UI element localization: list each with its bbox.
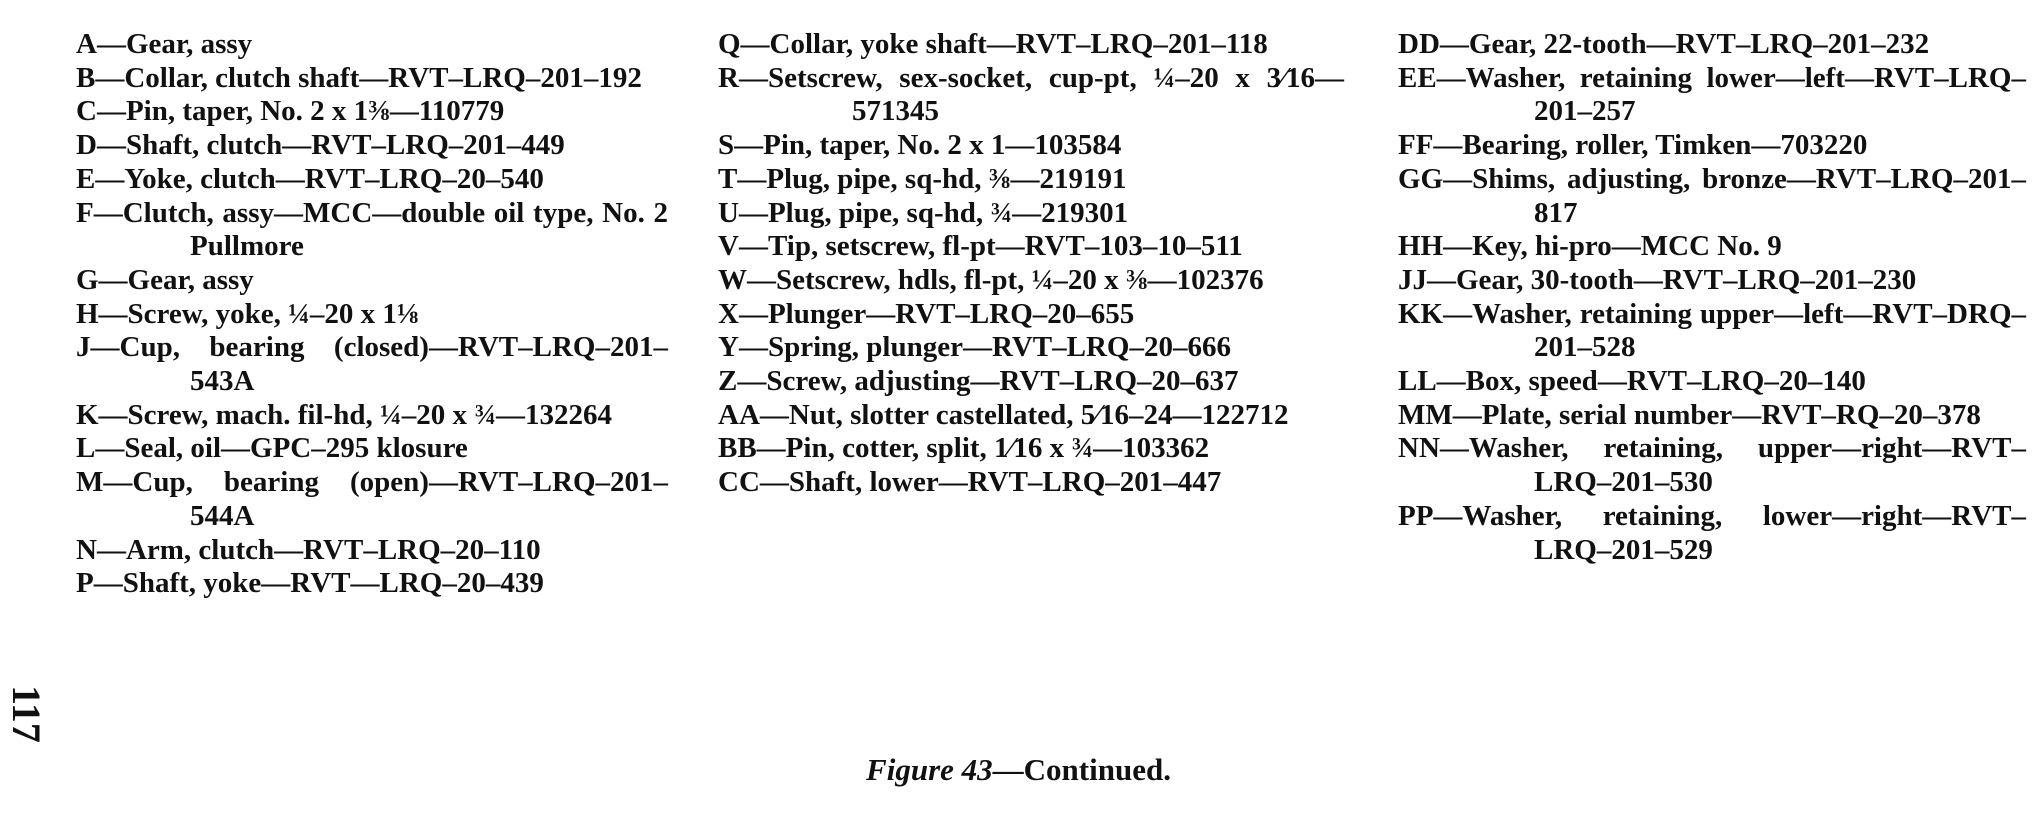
parts-list-item: [1398, 500, 2026, 567]
parts-list-item: [718, 466, 1344, 500]
parts-list-item-text: K—Screw, mach. fil-hd, ¼–20 x ¾—132264: [76, 398, 612, 431]
parts-list-item-text: P—Shaft, yoke—RVT—LRQ–20–439: [76, 567, 544, 600]
parts-list-item: [1398, 264, 2026, 298]
parts-list-column-1: [76, 28, 668, 601]
parts-list-item-text: CC—Shaft, lower—RVT–LRQ–201–447: [718, 466, 1222, 499]
parts-list-item: [718, 365, 1344, 399]
parts-list-item: [76, 129, 668, 163]
page-number: 117: [4, 685, 49, 743]
parts-list-item-text: PP—Washer, retaining, lower—right—RVT–LRQ–201–529: [1398, 499, 2026, 566]
figure-caption-label: Figure 43: [866, 752, 993, 787]
parts-list-item: [76, 197, 668, 264]
parts-list-item-text: LL—Box, speed—RVT–LRQ–20–140: [1398, 365, 1866, 398]
parts-list-item-text: NN—Washer, retaining, upper—right—RVT–LRQ–201–530: [1398, 432, 2026, 499]
parts-list-item-text: E—Yoke, clutch—RVT–LRQ–20–540: [76, 162, 544, 195]
parts-list-item: [1398, 230, 2026, 264]
parts-list-item: [718, 129, 1344, 163]
parts-list-item: [718, 264, 1344, 298]
parts-list-item: [76, 466, 668, 533]
parts-list-item-text: HH—Key, hi-pro—MCC No. 9: [1398, 230, 1782, 263]
parts-list-column-3: [1398, 28, 2026, 567]
parts-list-item-text: R—Setscrew, sex-socket, cup-pt, ¼–20 x 3⁄16—571345: [718, 61, 1344, 128]
parts-list-item-text: X—Plunger—RVT–LRQ–20–655: [718, 297, 1135, 330]
parts-list-item-text: L—Seal, oil—GPC–295 klosure: [76, 432, 468, 465]
parts-list-item: [718, 298, 1344, 332]
parts-list-item: [76, 264, 668, 298]
parts-list-item-text: N—Arm, clutch—RVT–LRQ–20–110: [76, 533, 541, 566]
parts-list-item-text: JJ—Gear, 30-tooth—RVT–LRQ–201–230: [1398, 263, 1917, 296]
parts-list-item-text: B—Collar, clutch shaft—RVT–LRQ–201–192: [76, 61, 642, 94]
parts-list-item-text: GG—Shims, adjusting, bronze—RVT–LRQ–201–817: [1398, 162, 2026, 229]
parts-list-item: [76, 95, 668, 129]
parts-list-item-text: H—Screw, yoke, ¼–20 x 1⅛: [76, 297, 419, 330]
parts-list-item: [1398, 399, 2026, 433]
parts-list-item: [718, 62, 1344, 129]
parts-list-item: [1398, 298, 2026, 365]
parts-list-item-text: BB—Pin, cotter, split, 1⁄16 x ¾—103362: [718, 432, 1210, 465]
parts-list-item-text: AA—Nut, slotter castellated, 5⁄16–24—122712: [718, 398, 1289, 431]
parts-list-item-text: W—Setscrew, hdls, fl-pt, ¼–20 x ⅜—102376: [718, 263, 1264, 296]
parts-list-item: [718, 432, 1344, 466]
parts-list-item-text: V—Tip, setscrew, fl-pt—RVT–103–10–511: [718, 230, 1243, 263]
parts-list-item: [76, 298, 668, 332]
parts-list-item: [718, 230, 1344, 264]
parts-list-item: [1398, 163, 2026, 230]
parts-list-item-text: DD—Gear, 22-tooth—RVT–LRQ–201–232: [1398, 28, 1930, 60]
parts-list-item: [718, 163, 1344, 197]
parts-list-item: [1398, 129, 2026, 163]
parts-list-item-text: G—Gear, assy: [76, 263, 254, 296]
parts-list-item-text: J—Cup, bearing (closed)—RVT–LRQ–201–543A: [76, 331, 668, 398]
parts-list-item-text: C—Pin, taper, No. 2 x 1⅜—110779: [76, 95, 505, 128]
figure-caption: [0, 752, 2037, 788]
parts-list-item: [718, 399, 1344, 433]
parts-list-item-text: A—Gear, assy: [76, 28, 253, 60]
parts-list-item-text: KK—Washer, retaining upper—left—RVT–DRQ–201–528: [1398, 297, 2026, 364]
parts-list-item-text: MM—Plate, serial number—RVT–RQ–20–378: [1398, 398, 1981, 431]
parts-list-item: [718, 331, 1344, 365]
parts-list-item: [76, 331, 668, 398]
parts-list-item-text: EE—Washer, retaining lower—left—RVT–LRQ–201–257: [1398, 61, 2026, 128]
parts-list-column-2: [718, 28, 1344, 500]
parts-list-item-text: U—Plug, pipe, sq-hd, ¾—219301: [718, 196, 1129, 229]
parts-list-item: [76, 28, 668, 62]
parts-list-item-text: D—Shaft, clutch—RVT–LRQ–201–449: [76, 129, 565, 162]
parts-list-item: [1398, 432, 2026, 499]
parts-list-item: [76, 432, 668, 466]
parts-list-item-text: Z—Screw, adjusting—RVT–LRQ–20–637: [718, 365, 1239, 398]
parts-list-item: [1398, 28, 2026, 62]
parts-list-item: [1398, 62, 2026, 129]
parts-list-item: [76, 62, 668, 96]
parts-list-item: [76, 567, 668, 601]
parts-list-item-text: Q—Collar, yoke shaft—RVT–LRQ–201–118: [718, 28, 1268, 60]
parts-list-item-text: T—Plug, pipe, sq-hd, ⅜—219191: [718, 162, 1127, 195]
parts-list-item: [718, 28, 1344, 62]
parts-list-item-text: Y—Spring, plunger—RVT–LRQ–20–666: [718, 331, 1231, 364]
parts-list-item-text: FF—Bearing, roller, Timken—703220: [1398, 129, 1868, 162]
parts-list-item: [718, 197, 1344, 231]
parts-list-item-text: F—Clutch, assy—MCC—double oil type, No. 2 Pullmore: [76, 196, 668, 263]
parts-list-item: [76, 163, 668, 197]
parts-list-item: [76, 534, 668, 568]
figure-caption-text: —Continued.: [992, 752, 1171, 787]
parts-list-item: [1398, 365, 2026, 399]
parts-list-item-text: M—Cup, bearing (open)—RVT–LRQ–201–544A: [76, 466, 668, 532]
parts-list-item-text: S—Pin, taper, No. 2 x 1—103584: [718, 129, 1122, 162]
parts-list-item: [76, 399, 668, 433]
